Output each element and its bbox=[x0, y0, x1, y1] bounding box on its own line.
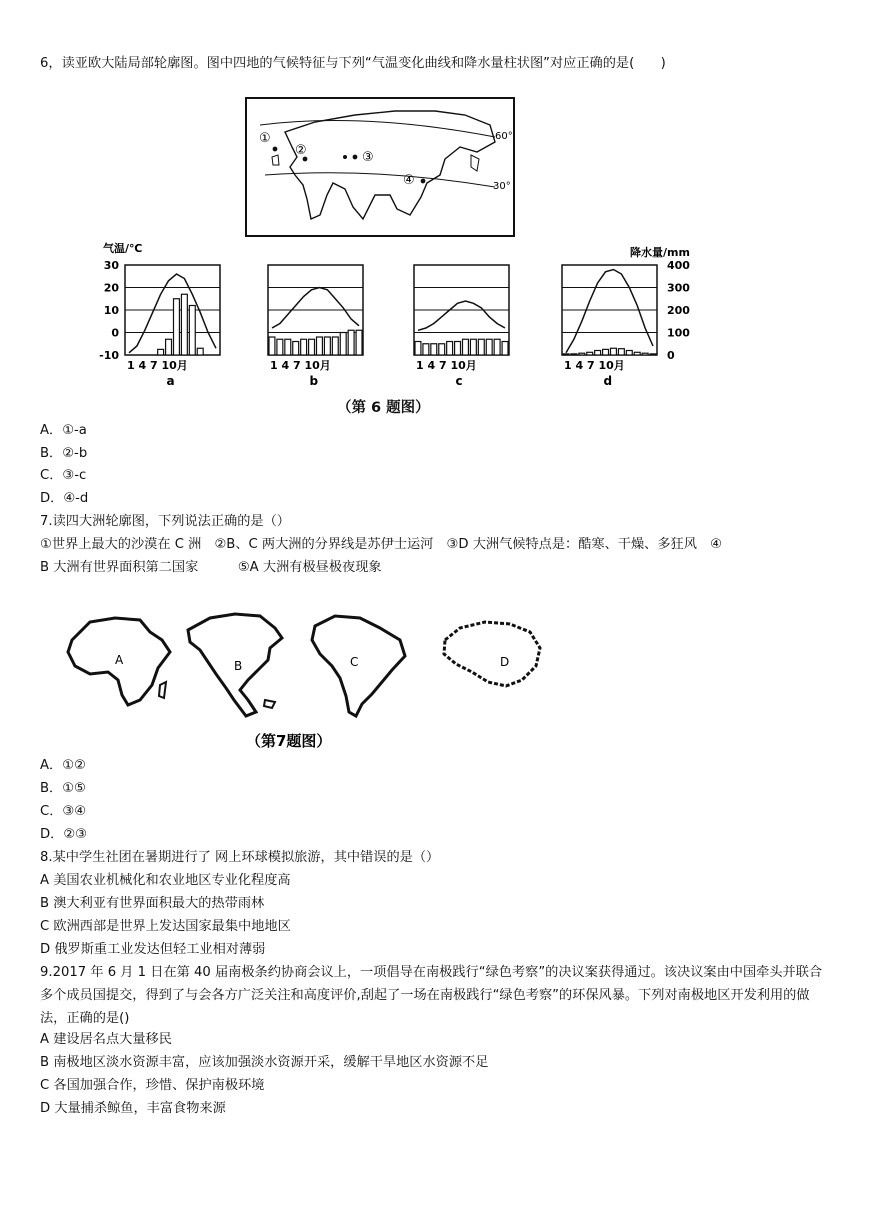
lat-30-label: 30° bbox=[493, 181, 511, 192]
precip-bar bbox=[356, 330, 362, 355]
marker-4: ④ bbox=[403, 173, 415, 188]
q7-option-d[interactable]: D．②③ bbox=[40, 827, 87, 842]
month-ticks: 1 4 7 10月 bbox=[564, 359, 625, 372]
q9-option-b[interactable]: B 南极地区淡水资源丰富，应该加强淡水资源开采，缓解干旱地区水资源不足 bbox=[40, 1055, 489, 1070]
panel-label: a bbox=[166, 374, 175, 388]
precip-tick-label: 300 bbox=[667, 281, 690, 295]
precip-bar bbox=[595, 351, 601, 356]
precip-bar bbox=[618, 349, 624, 355]
precip-tick-label: 200 bbox=[667, 304, 690, 317]
precip-bar bbox=[269, 337, 275, 355]
q9-question: 9.2017 年 6 月 1 日在第 40 届南极条约协商会议上，一项倡导在南极践行“绿色考察”的决议案获得通过。该决议案由中国牵头并联合多个成员国提交，得到了与会各方广泛关注和高度评价,刮起了一场在南极践行“绿色考察”的环保风暴。下列对南极地区开发利用的做法，正确的是() bbox=[40, 965, 823, 1026]
precip-bar bbox=[502, 342, 508, 356]
month-ticks: 1 4 7 10月 bbox=[270, 359, 331, 372]
q7-option-c[interactable]: C．③④ bbox=[40, 804, 87, 819]
eurasia-map bbox=[245, 97, 515, 237]
continent-c-label: C bbox=[350, 655, 359, 669]
precip-bar bbox=[332, 337, 338, 355]
precip-bar bbox=[603, 349, 609, 355]
precip-bar bbox=[293, 342, 299, 356]
q6-caption: （第 6 题图） bbox=[337, 400, 430, 416]
precip-bar bbox=[348, 330, 354, 355]
q6-question: 6，读亚欧大陆局部轮廓图。图中四地的气候特征与下列“气温变化曲线和降水量柱状图”对应正确的是( ) bbox=[40, 56, 666, 71]
marker-2: ② bbox=[295, 143, 307, 158]
q9-option-d[interactable]: D 大量捕杀鲸鱼，丰富食物来源 bbox=[40, 1101, 226, 1116]
temperature-curve bbox=[566, 270, 653, 353]
q9-option-c[interactable]: C 各国加强合作，珍惜、保护南极环境 bbox=[40, 1078, 265, 1093]
continent-a-label: A bbox=[115, 653, 124, 667]
precip-axis-label: 降水量/mm bbox=[630, 246, 690, 259]
temperature-curve bbox=[129, 274, 216, 353]
precip-bar bbox=[324, 337, 330, 355]
precip-bar bbox=[563, 354, 569, 355]
q7-statements-line2: B 大洲有世界面积第二国家 ⑤A 大洲有极昼极夜现象 bbox=[40, 560, 382, 575]
precip-bar bbox=[650, 354, 656, 355]
q7-question: 7.读四大洲轮廓图，下列说法正确的是（） bbox=[40, 514, 290, 529]
panel-label: c bbox=[455, 374, 463, 388]
precip-bar bbox=[642, 353, 648, 355]
temp-tick-label: 10 bbox=[103, 304, 119, 317]
precip-bar bbox=[309, 339, 315, 355]
temp-tick-label: 0 bbox=[111, 326, 119, 340]
climate-panel-d bbox=[562, 265, 657, 388]
precip-bar bbox=[181, 294, 187, 355]
precip-bar bbox=[579, 353, 585, 355]
q7-caption: （第7题图） bbox=[246, 732, 332, 750]
precip-bar bbox=[277, 339, 283, 355]
q6-option-a[interactable]: A．①-a bbox=[40, 423, 87, 438]
precip-bar bbox=[626, 351, 632, 356]
panel-label: d bbox=[603, 374, 613, 388]
climate-charts bbox=[85, 240, 725, 390]
q6-option-b[interactable]: B．②-b bbox=[40, 446, 88, 461]
precip-bar bbox=[587, 352, 593, 355]
precip-bar bbox=[197, 348, 203, 355]
precip-tick-label: 0 bbox=[667, 349, 675, 362]
precip-bar bbox=[486, 339, 492, 355]
marker-1: ① bbox=[259, 131, 271, 146]
precip-bar bbox=[301, 339, 307, 355]
month-ticks: 1 4 7 10月 bbox=[127, 359, 188, 372]
precip-bar bbox=[463, 339, 469, 355]
q9-option-a[interactable]: A 建设居名点大量移民 bbox=[40, 1032, 172, 1047]
climate-panel-c bbox=[414, 265, 509, 388]
precip-bar bbox=[340, 333, 346, 356]
temp-tick-label: -10 bbox=[99, 349, 119, 362]
q8-option-d[interactable]: D 俄罗斯重工业发达但轻工业相对薄弱 bbox=[40, 942, 266, 957]
precip-bar bbox=[634, 352, 640, 355]
q6-option-d[interactable]: D．④-d bbox=[40, 491, 89, 506]
q6-option-c[interactable]: C．③-c bbox=[40, 468, 87, 483]
precip-bar bbox=[470, 339, 476, 355]
q7-statements-line1: ①世界上最大的沙漠在 C 洲 ②B、C 两大洲的分界线是苏伊士运河 ③D 大洲气候特点是：酷寒、干燥、多狂风 ④ bbox=[40, 537, 722, 552]
precip-bar bbox=[478, 339, 484, 355]
lat-60-label: 60° bbox=[495, 131, 513, 142]
precip-bar bbox=[174, 299, 180, 355]
q8-option-c[interactable]: C 欧洲西部是世界上发达国家最集中地地区 bbox=[40, 919, 291, 934]
precip-bar bbox=[423, 344, 429, 355]
precip-bar bbox=[415, 342, 421, 356]
q7-option-b[interactable]: B．①⑤ bbox=[40, 781, 86, 796]
precip-tick-label: 400 bbox=[667, 259, 690, 272]
q7-option-a[interactable]: A．①② bbox=[40, 758, 86, 773]
temp-tick-label: 30 bbox=[103, 259, 119, 272]
precip-bar bbox=[317, 337, 323, 355]
precip-bar bbox=[455, 342, 461, 356]
precip-bar bbox=[431, 344, 437, 355]
climate-panel-b bbox=[268, 265, 363, 388]
temperature-curve bbox=[418, 301, 505, 330]
panel-label: b bbox=[309, 374, 319, 388]
month-ticks: 1 4 7 10月 bbox=[416, 359, 477, 372]
precip-bar bbox=[158, 349, 164, 355]
precip-tick-label: 100 bbox=[667, 326, 690, 340]
continents-figure bbox=[60, 600, 560, 758]
continent-b-label: B bbox=[234, 659, 243, 673]
precip-bar bbox=[189, 306, 195, 356]
precip-bar bbox=[611, 348, 617, 355]
precip-bar bbox=[571, 354, 577, 355]
q8-option-a[interactable]: A 美国农业机械化和农业地区专业化程度高 bbox=[40, 873, 291, 888]
temperature-curve bbox=[272, 288, 359, 329]
continent-d-label: D bbox=[500, 655, 510, 669]
climate-panel-a bbox=[125, 265, 220, 388]
q8-question: 8.某中学生社团在暑期进行了 网上环球模拟旅游，其中错误的是（） bbox=[40, 850, 440, 865]
precip-bar bbox=[447, 342, 453, 356]
precip-bar bbox=[494, 339, 500, 355]
precip-bar bbox=[166, 339, 172, 355]
temp-axis-ticks bbox=[99, 259, 119, 362]
precip-bar bbox=[439, 344, 445, 355]
temp-axis-label: 气温/℃ bbox=[103, 242, 143, 255]
marker-3: ③ bbox=[362, 150, 374, 165]
precip-axis-ticks bbox=[667, 259, 690, 362]
precip-bar bbox=[285, 339, 291, 355]
q8-option-b[interactable]: B 澳大利亚有世界面积最大的热带雨林 bbox=[40, 896, 265, 911]
temp-tick-label: 20 bbox=[103, 281, 119, 295]
